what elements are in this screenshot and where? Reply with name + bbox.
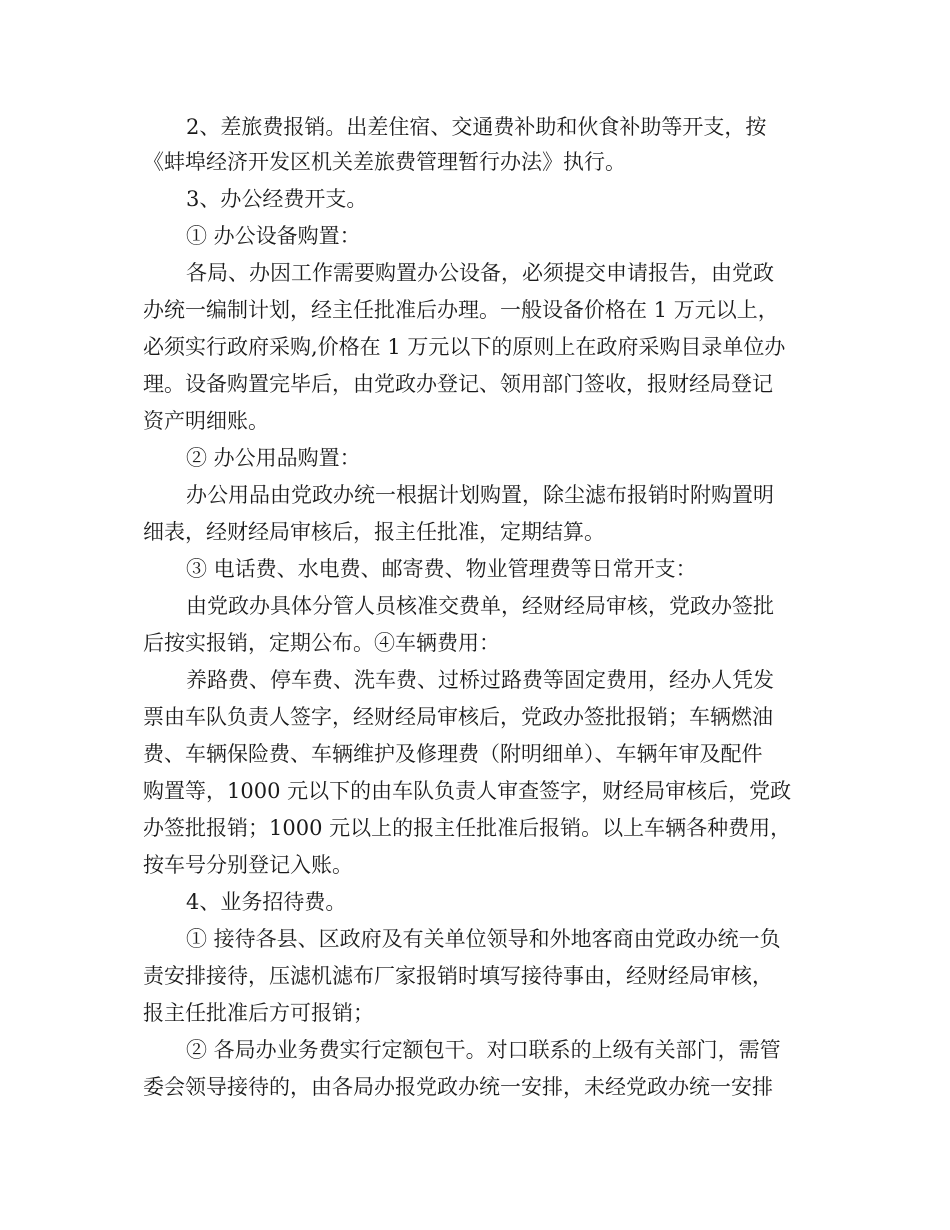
subsection-heading: ③ 电话费、水电费、邮寄费、物业管理费等日常开支： xyxy=(186,557,697,581)
paragraph-line: 养路费、停车费、洗车费、过桥过路费等固定费用，经办人凭发 xyxy=(186,668,774,692)
paragraph-line: 《蚌埠经济开发区机关差旅费管理暂行办法》执行。 xyxy=(143,150,626,174)
paragraph-line: 办公用品由党政办统一根据计划购置，除尘滤布报销时附购置明 xyxy=(186,483,774,507)
paragraph-line: 细表，经财经局审核后，报主任批准，定期结算。 xyxy=(143,520,605,544)
paragraph-line: 报主任批准后方可报销； xyxy=(143,1001,374,1025)
paragraph-line: 责安排接待，压滤机滤布厂家报销时填写接待事由，经财经局审核， xyxy=(143,964,773,988)
paragraph-line: 办统一编制计划，经主任批准后办理。一般设备价格在 1 万元以上， xyxy=(143,298,779,322)
paragraph-line: 办签批报销；1000 元以上的报主任批准后报销。以上车辆各种费用， xyxy=(143,816,792,840)
paragraph-line: 理。设备购置完毕后，由党政办登记、领用部门签收，报财经局登记 xyxy=(143,372,773,396)
section-heading: 3、办公经费开支。 xyxy=(186,187,368,211)
paragraph-line: 费、车辆保险费、车辆维护及修理费（附明细单）、车辆年审及配件 xyxy=(143,742,763,766)
paragraph-line: ① 接待各县、区政府及有关单位领导和外地客商由党政办统一负 xyxy=(186,927,781,951)
paragraph-line: 必须实行政府采购,价格在 1 万元以下的原则上在政府采购目录单位办 xyxy=(143,335,786,359)
paragraph-line: 按车号分别登记入账。 xyxy=(143,853,353,877)
paragraph-line: ② 各局办业务费实行定额包干。对口联系的上级有关部门，需管 xyxy=(186,1038,781,1062)
paragraph-line: 由党政办具体分管人员核准交费单，经财经局审核，党政办签批 xyxy=(186,594,774,618)
paragraph-line: 2、差旅费报销。出差住宿、交通费补助和伙食补助等开支，按 xyxy=(186,115,767,139)
paragraph-line: 各局、办因工作需要购置办公设备，必须提交申请报告，由党政 xyxy=(186,261,774,285)
paragraph-line: 资产明细账。 xyxy=(143,409,269,433)
paragraph-line: 购置等，1000 元以下的由车队负责人审查签字，财经局审核后，党政 xyxy=(143,779,792,803)
subsection-heading: ① 办公设备购置： xyxy=(186,224,361,248)
section-heading: 4、业务招待费。 xyxy=(186,890,347,914)
paragraph-line: 票由车队负责人签字，经财经局审核后，党政办签批报销；车辆燃油 xyxy=(143,705,773,729)
paragraph-line: 委会领导接待的，由各局办报党政办统一安排，未经党政办统一安排 xyxy=(143,1075,773,1099)
paragraph-line: 后按实报销，定期公布。④车辆费用： xyxy=(143,631,500,655)
subsection-heading: ② 办公用品购置： xyxy=(186,446,361,470)
